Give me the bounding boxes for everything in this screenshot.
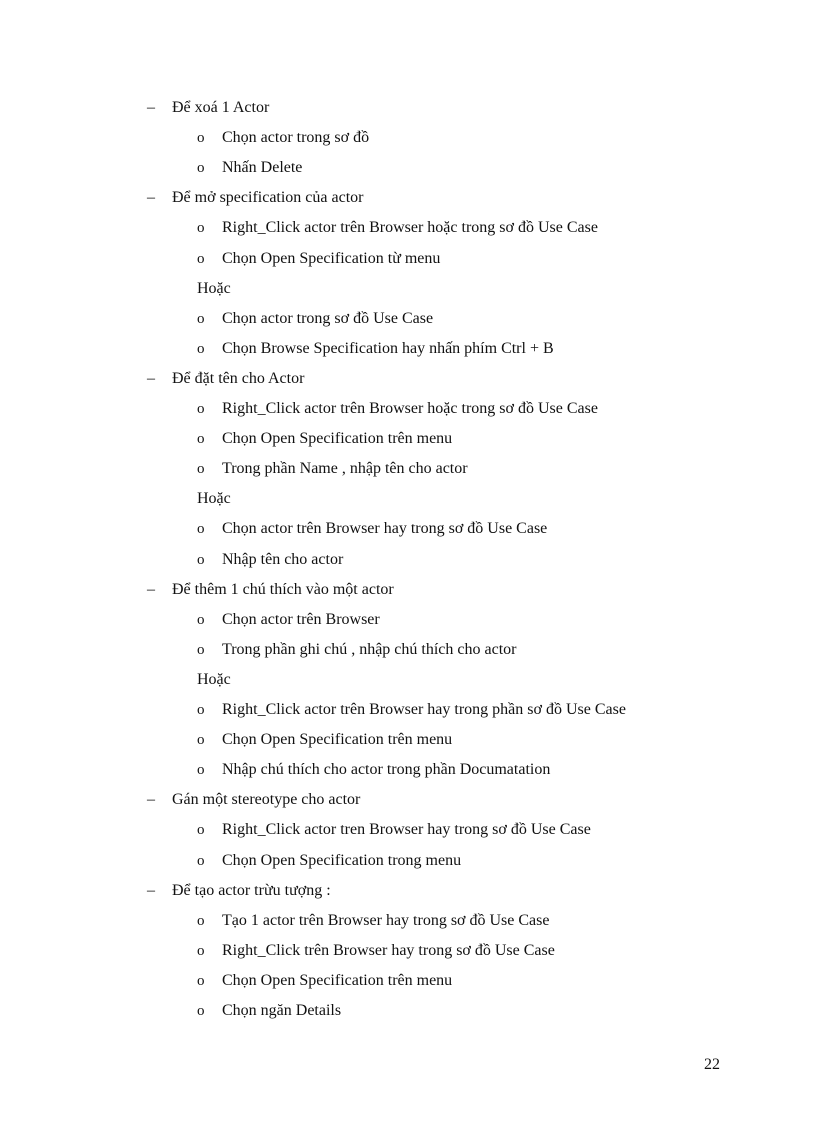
list-item-text: Right_Click actor tren Browser hay trong sơ đồ Use Case xyxy=(222,821,591,839)
list-item-text: Nhập tên cho actor xyxy=(222,550,344,568)
list-item-text: Right_Click trên Browser hay trong sơ đồ Use Case xyxy=(222,941,555,959)
list-item-text: Để mở specification của actor xyxy=(172,189,364,207)
list-item-text: Tạo 1 actor trên Browser hay trong sơ đồ Use Case xyxy=(222,911,550,929)
circle-bullet-icon: o xyxy=(197,130,205,147)
circle-bullet-icon: o xyxy=(197,340,205,357)
list-item-text: Trong phần Name , nhập tên cho actor xyxy=(222,460,468,478)
circle-bullet-icon: o xyxy=(197,401,205,417)
list-item-text: Nhấn Delete xyxy=(222,159,303,177)
list-item-text: Chọn Open Specification từ menu xyxy=(222,249,441,267)
list-item-text: Chọn ngăn Details xyxy=(222,1002,342,1019)
circle-bullet-icon: o xyxy=(197,702,205,718)
circle-bullet-icon: o xyxy=(197,220,205,237)
list-item-text: Chọn Browse Specification hay nhấn phím Ctrl + B xyxy=(222,339,554,357)
list-item-text: Nhập chú thích cho actor trong phần Documatation xyxy=(222,761,551,779)
list-item-text: Trong phần ghi chú , nhập chú thích cho actor xyxy=(222,640,517,658)
circle-bullet-icon: o xyxy=(197,521,205,538)
dash-bullet-icon: – xyxy=(147,580,155,598)
list-item-text: Hoặc xyxy=(197,279,231,297)
circle-bullet-icon: o xyxy=(197,461,205,478)
circle-bullet-icon: o xyxy=(197,611,205,628)
circle-bullet-icon: o xyxy=(197,822,205,839)
circle-bullet-icon: o xyxy=(197,1003,205,1019)
circle-bullet-icon: o xyxy=(197,762,205,779)
list-item-text: Để tạo actor trừu tượng : xyxy=(172,881,331,899)
circle-bullet-icon: o xyxy=(197,912,205,929)
circle-bullet-icon: o xyxy=(197,852,205,869)
list-item-text: Chọn Open Specification trong menu xyxy=(222,851,462,869)
circle-bullet-icon: o xyxy=(197,431,205,448)
list-item-text: Hoặc xyxy=(197,670,231,688)
list-item-text: Right_Click actor trên Browser hoặc trong sơ đồ Use Case xyxy=(222,219,598,237)
circle-bullet-icon: o xyxy=(197,732,205,749)
list-item-text: Để xoá 1 Actor xyxy=(172,99,270,116)
circle-bullet-icon: o xyxy=(197,160,205,177)
list-item-text: Chọn Open Specification trên menu xyxy=(222,430,453,448)
circle-bullet-icon: o xyxy=(197,972,205,989)
dash-bullet-icon: – xyxy=(147,881,155,899)
list-item-text: Chọn actor trên Browser xyxy=(222,610,380,628)
dash-bullet-icon: – xyxy=(147,369,155,387)
list-item-text: Hoặc xyxy=(197,490,231,508)
circle-bullet-icon: o xyxy=(197,641,205,658)
dash-bullet-icon: – xyxy=(147,99,155,116)
circle-bullet-icon: o xyxy=(197,310,205,327)
circle-bullet-icon: o xyxy=(197,551,205,568)
dash-bullet-icon: – xyxy=(147,189,155,207)
circle-bullet-icon: o xyxy=(197,942,205,959)
list-item-text: Chọn Open Specification trên menu xyxy=(222,731,453,749)
list-item-text: Chọn actor trong sơ đồ Use Case xyxy=(222,309,434,327)
list-item-text: Chọn actor trong sơ đồ xyxy=(222,129,370,147)
list-item-text: Chọn Open Specification trên menu xyxy=(222,971,453,989)
circle-bullet-icon: o xyxy=(197,250,205,267)
list-item-text: Để đặt tên cho Actor xyxy=(172,369,305,387)
list-item-text: Để thêm 1 chú thích vào một actor xyxy=(172,580,394,598)
dash-bullet-icon: – xyxy=(147,791,155,809)
list-item-text: Right_Click actor trên Browser hay trong phần sơ đồ Use Case xyxy=(222,701,626,718)
page-number: 22 xyxy=(704,1056,720,1073)
list-item-text: Right_Click actor trên Browser hoặc trong sơ đồ Use Case xyxy=(222,400,598,417)
list-item-text: Gán một stereotype cho actor xyxy=(172,791,361,809)
list-item-text: Chọn actor trên Browser hay trong sơ đồ Use Case xyxy=(222,520,548,538)
